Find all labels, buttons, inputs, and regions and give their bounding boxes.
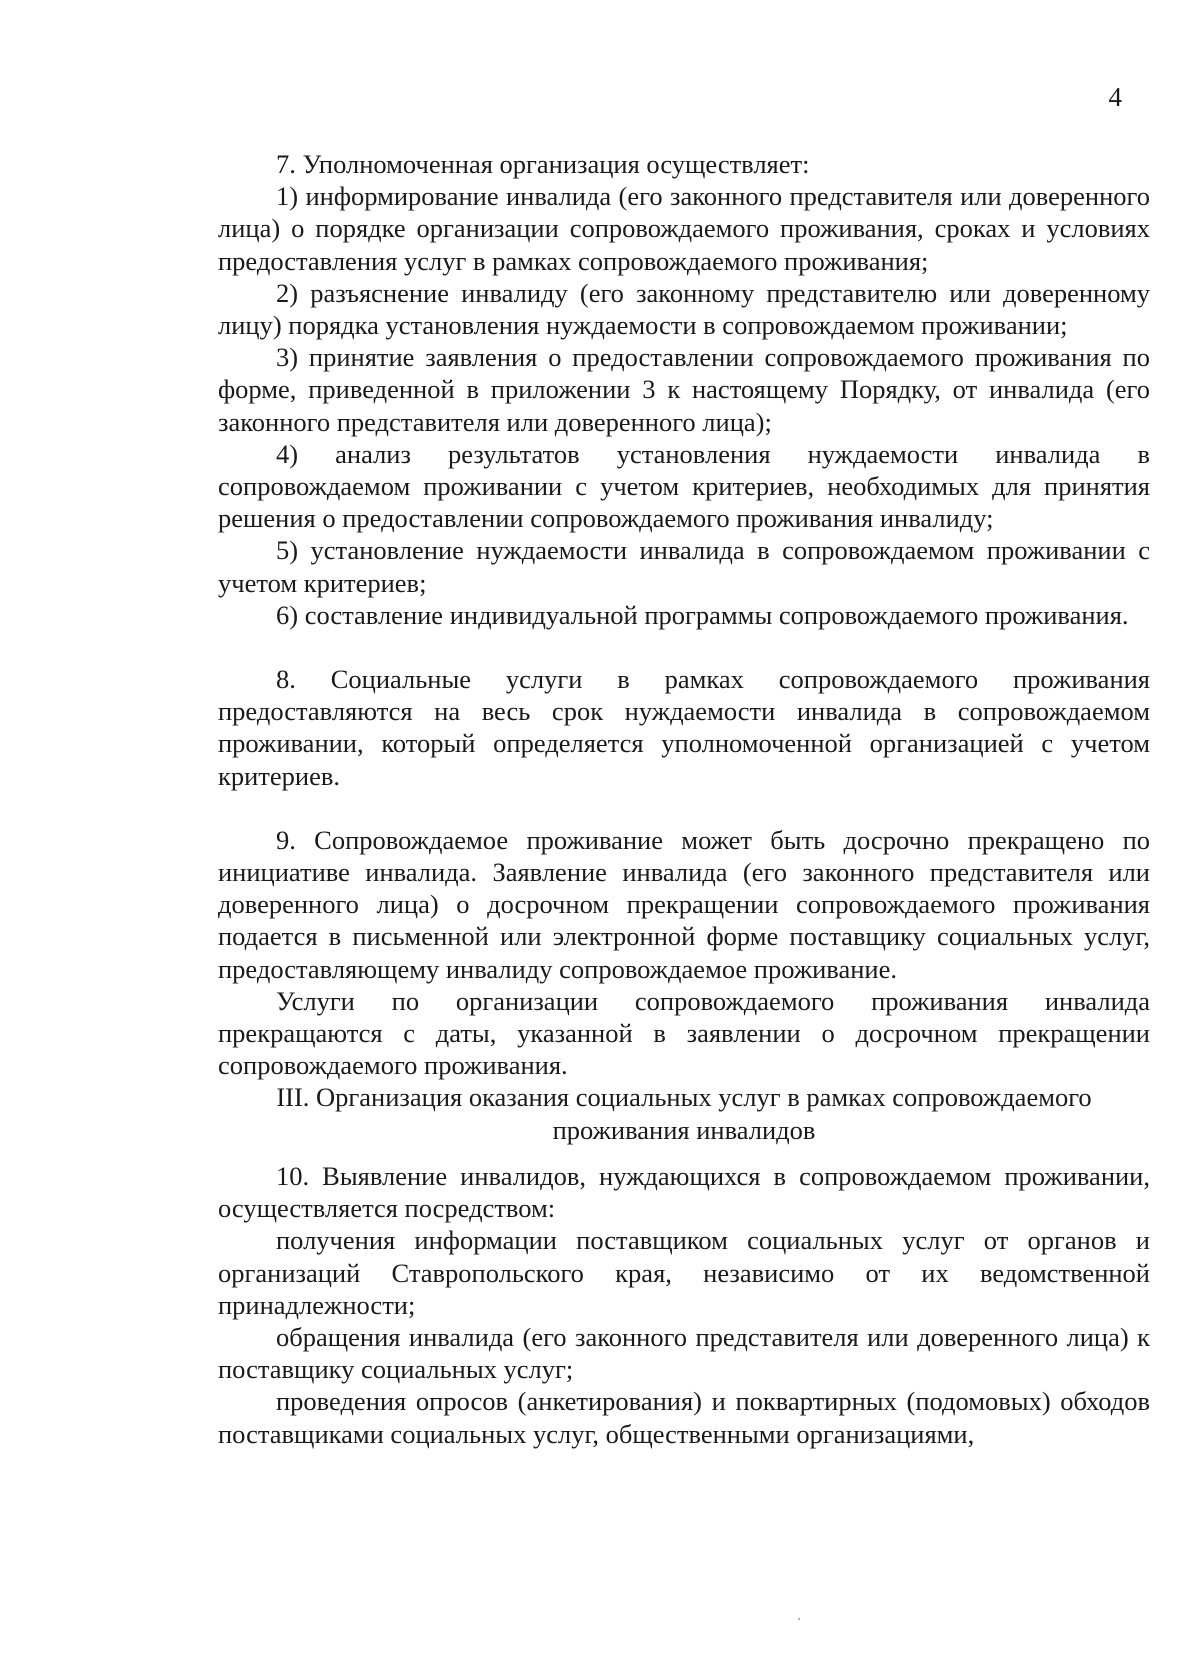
document-body	[218, 148, 1150, 1450]
paragraph: 9. Сопровождаемое проживание может быть досрочно прекращено по инициативе инвалида. Заявление инвалида (его законного представителя или доверенного лица) о досрочном прекращении сопровождаемого проживания подается в письменной или электронной форме поставщику социальных услуг, предоставляющему инвалиду сопровождаемое проживание.	[218, 824, 1150, 984]
paragraph: 3) принятие заявления о предоставлении сопровождаемого проживания по форме, приведенной в приложении 3 к настоящему Порядку, от инвалида (его законного представителя или доверенного лица);	[218, 342, 1150, 437]
paragraph: 5) установление нуждаемости инвалида в сопровождаемом проживании с учетом критериев;	[218, 535, 1150, 598]
page-number: 4	[1108, 82, 1122, 112]
paragraph: 7. Уполномоченная организация осуществляет:	[276, 149, 810, 179]
paragraph: 10. Выявление инвалидов, нуждающихся в сопровождаемом проживании, осуществляется посредством:	[218, 1160, 1150, 1224]
paragraph: 1) информирование инвалида (его законного представителя или доверенного лица) о порядке организации сопровождаемого проживания, сроках и условиях предоставления услуг в рамках сопровождаемого проживания;	[218, 181, 1150, 276]
section-heading: III. Организация оказания социальных услуг в рамках сопровождаемого проживания инвалидов	[276, 1082, 1092, 1145]
paragraph: получения информации поставщиком социальных услуг от органов и организаций Ставропольского края, независимо от их ведомственной принадлежности;	[218, 1225, 1150, 1320]
paragraph: 6) составление индивидуальной программы сопровождаемого проживания.	[276, 599, 1129, 630]
paragraph: обращения инвалида (его законного представителя или доверенного лица) к поставщику социальных услуг;	[218, 1321, 1150, 1385]
paragraph: 4) анализ результатов установления нуждаемости инвалида в сопровождаемом проживании с учетом критериев, необходимых для принятия решения о предоставлении сопровождаемого проживания инвалиду;	[218, 438, 1150, 534]
paragraph: проведения опросов (анкетирования) и поквартирных (подомовых) обходов поставщиками социальных услуг, общественными организациями,	[218, 1386, 1150, 1449]
paragraph: Услуги по организации сопровождаемого проживания инвалида прекращаются с даты, указанной в заявлении о досрочном прекращении сопровождаемого проживания.	[218, 985, 1150, 1081]
paragraph: 2) разъяснение инвалиду (его законному представителю или доверенному лицу) порядка установления нуждаемости в сопровождаемом проживании;	[218, 277, 1150, 341]
scan-speck	[798, 1618, 800, 1620]
paragraph: 8. Социальные услуги в рамках сопровождаемого проживания предоставляются на весь срок нуждаемости инвалида в сопровождаемом проживании, который определяется уполномоченной организацией с учетом критериев.	[218, 664, 1150, 791]
